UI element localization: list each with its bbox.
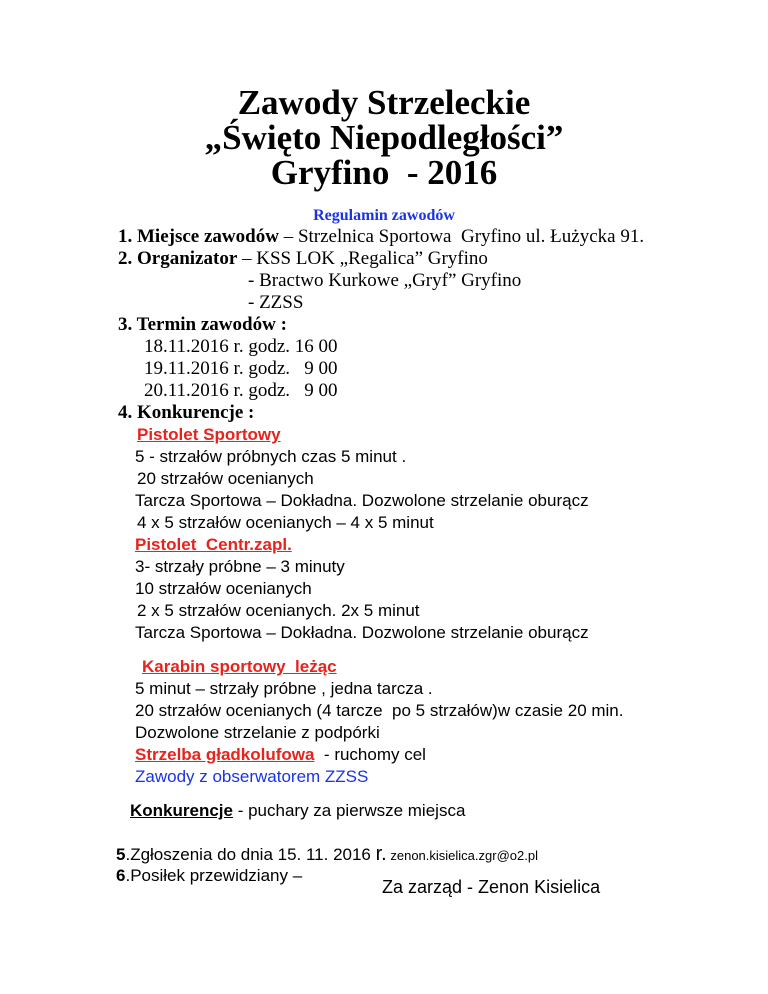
zgloszenia-r: r.	[375, 843, 387, 865]
date-3: 20.11.2016 r. godz. 9 00	[144, 380, 338, 401]
zgloszenia-num: 5	[116, 845, 126, 864]
section-2-label: 2. Organizator	[118, 248, 238, 269]
date-2: 19.11.2016 r. godz. 9 00	[144, 358, 338, 379]
section-1	[118, 226, 644, 248]
pistolet-sportowy-line: 5 - strzałów próbnych czas 5 minut .	[135, 447, 407, 466]
posilek-line	[116, 865, 302, 887]
section-4-label: 4. Konkurencje :	[118, 402, 255, 423]
section-1-label: 1. Miejsce zawodów	[118, 226, 279, 247]
zgloszenia-text: .Zgłoszenia do dnia 15. 11. 2016	[125, 845, 376, 864]
pistolet-centr-line: Tarcza Sportowa – Dokładna. Dozwolone strzelanie oburącz	[135, 623, 589, 642]
section-2-text: – KSS LOK „Regalica” Gryfino	[237, 248, 488, 269]
posilek-text: .Posiłek przewidziany –	[125, 866, 303, 885]
section-1-text: – Strzelnica Sportowa Gryfino ul. Łużycka 91.	[278, 226, 645, 247]
contact-email: zenon.kisielica.zgr@o2.pl	[386, 848, 538, 863]
posilek-num: 6	[116, 866, 126, 885]
pistolet-centr-heading: Pistolet Centr.zapl.	[135, 535, 292, 554]
pistolet-sportowy-line: 20 strzałów ocenianych	[137, 469, 314, 488]
karabin-line: Dozwolone strzelanie z podpórki	[135, 723, 380, 742]
title-line-2: „Święto Niepodległości”	[204, 118, 564, 157]
observer-line	[135, 766, 368, 788]
section-3-label: 3. Termin zawodów :	[118, 314, 287, 335]
section-2	[118, 248, 488, 270]
observer-org: ZZSS	[324, 767, 369, 786]
strzelba-heading: Strzelba gładkolufowa	[135, 745, 315, 764]
konkurencje-label: Konkurencje	[130, 801, 233, 820]
karabin-heading: Karabin sportowy leżąc	[142, 657, 337, 676]
konkurencje-note	[130, 800, 465, 822]
pistolet-centr-line: 2 x 5 strzałów ocenianych. 2x 5 minut	[137, 601, 420, 620]
zgloszenia-line	[116, 843, 538, 867]
konkurencje-text: - puchary za pierwsze miejsca	[232, 801, 466, 820]
karabin-line: 5 minut – strzały próbne , jedna tarcza .	[135, 679, 433, 698]
pistolet-sportowy-line: 4 x 5 strzałów ocenianych – 4 x 5 minut	[137, 513, 434, 532]
date-1: 18.11.2016 r. godz. 16 00	[144, 336, 338, 357]
pistolet-sportowy-heading: Pistolet Sportowy	[137, 425, 281, 444]
pistolet-centr-line: 10 strzałów ocenianych	[135, 579, 312, 598]
pistolet-centr-line: 3- strzały próbne – 3 minuty	[135, 557, 345, 576]
regulamin-heading: Regulamin zawodów	[313, 207, 455, 224]
signature: Za zarząd - Zenon Kisielica	[382, 877, 601, 897]
title-line-1: Zawody Strzeleckie	[237, 83, 531, 122]
observer-text: Zawody z obserwatorem	[135, 767, 325, 786]
organizer-2: - Bractwo Kurkowe „Gryf” Gryfino	[248, 270, 522, 291]
organizer-3: - ZZSS	[248, 292, 304, 313]
karabin-line: 20 strzałów ocenianych (4 tarcze po 5 strzałów)w czasie 20 min.	[135, 701, 624, 720]
strzelba-line	[135, 744, 426, 766]
title-line-3: Gryfino - 2016	[270, 153, 498, 192]
pistolet-sportowy-line: Tarcza Sportowa – Dokładna. Dozwolone strzelanie oburącz	[135, 491, 589, 510]
strzelba-text: - ruchomy cel	[314, 745, 426, 764]
